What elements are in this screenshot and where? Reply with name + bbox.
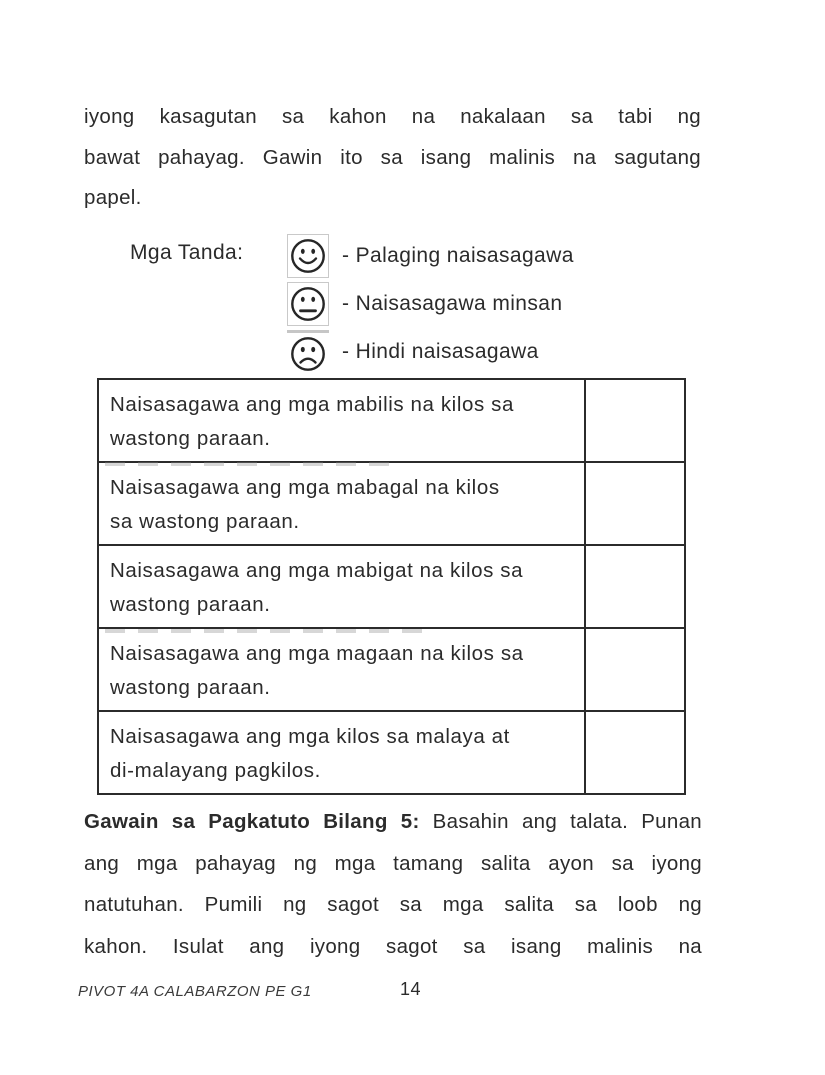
legend-item [287, 282, 574, 326]
answer-cell [585, 628, 685, 711]
statement-cell [98, 628, 585, 711]
rating-legend [287, 234, 574, 378]
intro-paragraph [84, 97, 701, 219]
table-row [98, 379, 685, 462]
statement-cell [98, 545, 585, 628]
answer-cell [585, 711, 685, 794]
statement-line: wastong paraan. [110, 426, 271, 450]
statement-cell [98, 379, 585, 462]
statement-line: Naisasagawa ang mga magaan na kilos sa [110, 642, 524, 665]
table-row [98, 545, 685, 628]
answer-cell [585, 379, 685, 462]
legend-item [287, 234, 574, 278]
intro-line: iyong kasagutan sa kahon na nakalaan sa tabi ng [84, 105, 701, 128]
statement-cell [98, 711, 585, 794]
legend-item-label: - Hindi naisasagawa [342, 340, 539, 363]
scan-artifact [105, 462, 395, 466]
happy-face-icon [287, 234, 329, 278]
table-row [98, 462, 685, 545]
legend-label: Mga Tanda: [130, 241, 244, 264]
statement-line: Naisasagawa ang mga mabigat na kilos sa [110, 559, 524, 582]
legend-item-label: - Palaging naisasagawa [342, 244, 574, 267]
statement-line: wastong paraan. [110, 592, 271, 616]
activity-line: kahon. Isulat ang iyong sagot sa isang malinis na [84, 934, 702, 958]
table-row [98, 711, 685, 794]
scan-artifact [105, 629, 435, 633]
statement-line: Naisasagawa ang mga kilos sa malaya at [110, 725, 510, 748]
activity-line: natutuhan. Pumili ng sagot sa mga salita sa loob ng [84, 893, 702, 916]
activity-paragraph [84, 801, 702, 967]
activity-heading-rest: Basahin ang talata. Punan [419, 810, 702, 833]
footer-text: PIVOT 4A CALABARZON PE G1 [78, 983, 312, 1000]
statement-line: sa wastong paraan. [110, 509, 300, 533]
intro-line: papel. [84, 186, 142, 209]
activity-heading: Gawain sa Pagkatuto Bilang 5: [84, 810, 420, 833]
statement-line: Naisasagawa ang mga mabilis na kilos sa [110, 393, 514, 416]
statement-cell [98, 462, 585, 545]
neutral-face-icon [287, 282, 329, 326]
activity-line: ang mga pahayag ng mga tamang salita ayon sa iyong [84, 851, 702, 875]
statement-line: Naisasagawa ang mga mabagal na kilos [110, 476, 500, 499]
legend-item-label: - Naisasagawa minsan [342, 292, 563, 315]
checklist-table [97, 378, 686, 795]
answer-cell [585, 545, 685, 628]
sad-face-icon [287, 330, 329, 374]
activity-line [84, 801, 702, 843]
intro-line: bawat pahayag. Gawin ito sa isang malinis na sagutang [84, 145, 701, 169]
table-row [98, 628, 685, 711]
page-number: 14 [400, 979, 422, 999]
statement-line: wastong paraan. [110, 675, 271, 699]
answer-cell [585, 462, 685, 545]
legend-item [287, 330, 574, 374]
statement-line: di-malayang pagkilos. [110, 758, 321, 782]
